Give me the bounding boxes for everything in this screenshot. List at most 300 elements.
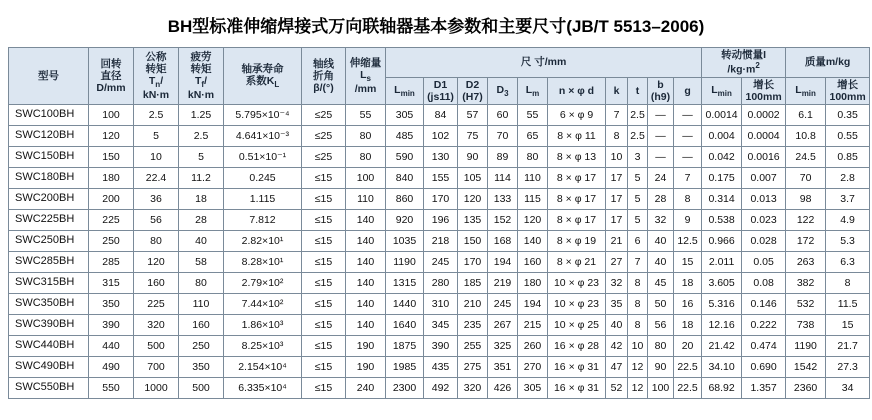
- cell-Ls: 190: [346, 335, 386, 356]
- cell-beta: ≤15: [302, 230, 346, 251]
- cell-D1: 310: [424, 293, 458, 314]
- cell-I_add: 0.007: [742, 167, 786, 188]
- cell-D2: 90: [458, 146, 488, 167]
- cell-beta: ≤15: [302, 188, 346, 209]
- cell-KL: 0.245: [224, 167, 302, 188]
- cell-k: 40: [606, 314, 628, 335]
- cell-D: 120: [89, 125, 134, 146]
- cell-D: 350: [89, 293, 134, 314]
- cell-I_Lmin: 3.605: [702, 272, 742, 293]
- cell-m_add: 3.7: [826, 188, 870, 209]
- cell-m_Lmin: 6.1: [786, 104, 826, 125]
- cell-nd: 10 × φ 23: [548, 293, 606, 314]
- cell-I_add: 0.023: [742, 209, 786, 230]
- cell-k: 8: [606, 125, 628, 146]
- table-row: [9, 356, 870, 377]
- cell-g: —: [674, 146, 702, 167]
- header-inertia-lmin: $L_{min}$: [702, 77, 742, 104]
- cell-m_add: 0.35: [826, 104, 870, 125]
- cell-t: 2.5: [628, 125, 648, 146]
- cell-b: 50: [648, 293, 674, 314]
- cell-m_Lmin: 122: [786, 209, 826, 230]
- cell-g: —: [674, 125, 702, 146]
- cell-Tn: 160: [134, 272, 179, 293]
- cell-Tf: 5: [179, 146, 224, 167]
- cell-I_Lmin: 0.538: [702, 209, 742, 230]
- cell-D2: 120: [458, 188, 488, 209]
- cell-g: 15: [674, 251, 702, 272]
- cell-I_Lmin: 2.011: [702, 251, 742, 272]
- table-row: [9, 104, 870, 125]
- table-row: [9, 272, 870, 293]
- cell-Ls: 80: [346, 146, 386, 167]
- cell-beta: ≤15: [302, 314, 346, 335]
- cell-D: 490: [89, 356, 134, 377]
- cell-m_Lmin: 172: [786, 230, 826, 251]
- cell-beta: ≤25: [302, 125, 346, 146]
- cell-Lm: 194: [518, 293, 548, 314]
- cell-D1: 435: [424, 356, 458, 377]
- cell-model: SWC225BH: [9, 209, 89, 230]
- cell-t: 5: [628, 209, 648, 230]
- cell-D2: 275: [458, 356, 488, 377]
- cell-Lm: 115: [518, 188, 548, 209]
- cell-D2: 150: [458, 230, 488, 251]
- cell-Lm: 260: [518, 335, 548, 356]
- cell-nd: 16 × φ 31: [548, 356, 606, 377]
- cell-g: 9: [674, 209, 702, 230]
- cell-model: SWC390BH: [9, 314, 89, 335]
- cell-Ls: 140: [346, 230, 386, 251]
- cell-I_add: 0.08: [742, 272, 786, 293]
- cell-D: 200: [89, 188, 134, 209]
- cell-I_Lmin: 12.16: [702, 314, 742, 335]
- cell-D2: 320: [458, 377, 488, 398]
- cell-model: SWC315BH: [9, 272, 89, 293]
- cell-k: 17: [606, 209, 628, 230]
- cell-D3: 194: [488, 251, 518, 272]
- table-row: [9, 251, 870, 272]
- header-inertia-group: 转动惯量I $/kg\cdot m^2$: [702, 48, 786, 78]
- cell-Ls: 140: [346, 293, 386, 314]
- cell-I_Lmin: 34.10: [702, 356, 742, 377]
- cell-m_Lmin: 1190: [786, 335, 826, 356]
- cell-I_add: 0.0002: [742, 104, 786, 125]
- cell-Tn: 36: [134, 188, 179, 209]
- cell-KL: 4.641×10⁻³: [224, 125, 302, 146]
- cell-KL: 2.82×10¹: [224, 230, 302, 251]
- cell-model: SWC440BH: [9, 335, 89, 356]
- cell-b: 80: [648, 335, 674, 356]
- cell-Lmin: 305: [386, 104, 424, 125]
- cell-Tn: 2.5: [134, 104, 179, 125]
- cell-Lm: 65: [518, 125, 548, 146]
- cell-D: 550: [89, 377, 134, 398]
- cell-Tf: 2.5: [179, 125, 224, 146]
- cell-I_Lmin: 21.42: [702, 335, 742, 356]
- cell-D3: 60: [488, 104, 518, 125]
- cell-Tn: 22.4: [134, 167, 179, 188]
- cell-m_add: 27.3: [826, 356, 870, 377]
- cell-Ls: 55: [346, 104, 386, 125]
- cell-m_add: 8: [826, 272, 870, 293]
- header-telescoping: 伸缩量 $L_s$ /mm: [346, 48, 386, 105]
- header-dim-lmin: $L_{min}$: [386, 77, 424, 104]
- cell-nd: 8 × φ 11: [548, 125, 606, 146]
- cell-nd: 10 × φ 23: [548, 272, 606, 293]
- cell-model: SWC150BH: [9, 146, 89, 167]
- cell-I_add: 1.357: [742, 377, 786, 398]
- header-dim-nd: n × φ d: [548, 77, 606, 104]
- header-model: 型号: [9, 48, 89, 105]
- cell-D1: 345: [424, 314, 458, 335]
- cell-Lmin: 1035: [386, 230, 424, 251]
- cell-D: 225: [89, 209, 134, 230]
- table-row: [9, 230, 870, 251]
- cell-KL: 1.115: [224, 188, 302, 209]
- cell-D: 285: [89, 251, 134, 272]
- header-row-1: [9, 48, 870, 78]
- cell-t: 10: [628, 335, 648, 356]
- cell-Ls: 140: [346, 251, 386, 272]
- cell-b: 24: [648, 167, 674, 188]
- cell-D2: 105: [458, 167, 488, 188]
- cell-m_add: 4.9: [826, 209, 870, 230]
- cell-g: 8: [674, 188, 702, 209]
- table-row: [9, 209, 870, 230]
- table-row: [9, 167, 870, 188]
- cell-beta: ≤25: [302, 104, 346, 125]
- cell-D1: 218: [424, 230, 458, 251]
- cell-Lmin: 1440: [386, 293, 424, 314]
- cell-D: 100: [89, 104, 134, 125]
- cell-k: 7: [606, 104, 628, 125]
- cell-Lmin: 1640: [386, 314, 424, 335]
- cell-I_Lmin: 0.175: [702, 167, 742, 188]
- cell-I_add: 0.05: [742, 251, 786, 272]
- cell-Lmin: 860: [386, 188, 424, 209]
- cell-KL: 6.335×10⁴: [224, 377, 302, 398]
- cell-I_Lmin: 0.0014: [702, 104, 742, 125]
- cell-D3: 267: [488, 314, 518, 335]
- cell-Tn: 320: [134, 314, 179, 335]
- cell-k: 32: [606, 272, 628, 293]
- cell-Tf: 350: [179, 356, 224, 377]
- cell-m_add: 6.3: [826, 251, 870, 272]
- cell-I_Lmin: 0.966: [702, 230, 742, 251]
- cell-g: 7: [674, 167, 702, 188]
- cell-model: SWC490BH: [9, 356, 89, 377]
- cell-Lm: 80: [518, 146, 548, 167]
- cell-Lm: 110: [518, 167, 548, 188]
- cell-Lmin: 485: [386, 125, 424, 146]
- cell-m_Lmin: 263: [786, 251, 826, 272]
- cell-D: 250: [89, 230, 134, 251]
- cell-beta: ≤15: [302, 251, 346, 272]
- cell-beta: ≤15: [302, 356, 346, 377]
- cell-beta: ≤15: [302, 167, 346, 188]
- cell-b: 32: [648, 209, 674, 230]
- cell-Tn: 10: [134, 146, 179, 167]
- cell-Tn: 5: [134, 125, 179, 146]
- cell-D2: 210: [458, 293, 488, 314]
- cell-Ls: 140: [346, 209, 386, 230]
- cell-I_Lmin: 5.316: [702, 293, 742, 314]
- cell-Lm: 180: [518, 272, 548, 293]
- cell-Lm: 215: [518, 314, 548, 335]
- table-row: [9, 125, 870, 146]
- cell-D3: 219: [488, 272, 518, 293]
- cell-D2: 235: [458, 314, 488, 335]
- cell-nd: 8 × φ 13: [548, 146, 606, 167]
- header-fatigue-torque: 疲劳 转矩 $T_f/$ kN·m: [179, 48, 224, 105]
- cell-D1: 130: [424, 146, 458, 167]
- cell-KL: 5.795×10⁻⁴: [224, 104, 302, 125]
- cell-Lmin: 1190: [386, 251, 424, 272]
- cell-nd: 8 × φ 17: [548, 209, 606, 230]
- cell-I_Lmin: 0.042: [702, 146, 742, 167]
- cell-b: 28: [648, 188, 674, 209]
- header-dim-d3: $D_3$: [488, 77, 518, 104]
- table-body: [9, 104, 870, 398]
- cell-g: 20: [674, 335, 702, 356]
- cell-D1: 170: [424, 188, 458, 209]
- cell-Tf: 28: [179, 209, 224, 230]
- cell-D3: 89: [488, 146, 518, 167]
- cell-model: SWC120BH: [9, 125, 89, 146]
- header-inertia-add: 增长 100mm: [742, 77, 786, 104]
- cell-model: SWC200BH: [9, 188, 89, 209]
- cell-D3: 351: [488, 356, 518, 377]
- cell-D1: 245: [424, 251, 458, 272]
- cell-Lm: 270: [518, 356, 548, 377]
- cell-D1: 84: [424, 104, 458, 125]
- cell-Tn: 1000: [134, 377, 179, 398]
- cell-D1: 196: [424, 209, 458, 230]
- cell-beta: ≤15: [302, 293, 346, 314]
- cell-Tf: 40: [179, 230, 224, 251]
- cell-model: SWC550BH: [9, 377, 89, 398]
- cell-nd: 16 × φ 31: [548, 377, 606, 398]
- cell-Tn: 80: [134, 230, 179, 251]
- cell-m_add: 0.85: [826, 146, 870, 167]
- cell-I_Lmin: 0.314: [702, 188, 742, 209]
- cell-beta: ≤15: [302, 272, 346, 293]
- cell-Lmin: 920: [386, 209, 424, 230]
- header-dim-k: k: [606, 77, 628, 104]
- cell-Lmin: 2300: [386, 377, 424, 398]
- cell-Lm: 55: [518, 104, 548, 125]
- cell-g: 22.5: [674, 377, 702, 398]
- cell-b: 90: [648, 356, 674, 377]
- cell-D1: 280: [424, 272, 458, 293]
- cell-m_Lmin: 10.8: [786, 125, 826, 146]
- cell-m_Lmin: 24.5: [786, 146, 826, 167]
- cell-m_Lmin: 382: [786, 272, 826, 293]
- cell-D1: 390: [424, 335, 458, 356]
- cell-b: —: [648, 146, 674, 167]
- cell-g: 16: [674, 293, 702, 314]
- cell-m_add: 34: [826, 377, 870, 398]
- cell-m_add: 5.3: [826, 230, 870, 251]
- cell-beta: ≤15: [302, 335, 346, 356]
- cell-b: 40: [648, 230, 674, 251]
- cell-nd: 16 × φ 28: [548, 335, 606, 356]
- header-dim-t: t: [628, 77, 648, 104]
- cell-b: 45: [648, 272, 674, 293]
- cell-I_Lmin: 68.92: [702, 377, 742, 398]
- cell-D2: 255: [458, 335, 488, 356]
- cell-nd: 10 × φ 25: [548, 314, 606, 335]
- cell-k: 35: [606, 293, 628, 314]
- cell-k: 21: [606, 230, 628, 251]
- cell-Tf: 500: [179, 377, 224, 398]
- header-rotation-diameter: 回转 直径 D/mm: [89, 48, 134, 105]
- cell-Tf: 18: [179, 188, 224, 209]
- cell-KL: 7.812: [224, 209, 302, 230]
- cell-D2: 75: [458, 125, 488, 146]
- table-row: [9, 188, 870, 209]
- cell-b: 100: [648, 377, 674, 398]
- header-axis-angle: 轴线 折角 β/(°): [302, 48, 346, 105]
- table-row: [9, 335, 870, 356]
- cell-m_Lmin: 98: [786, 188, 826, 209]
- cell-t: 5: [628, 167, 648, 188]
- cell-D: 180: [89, 167, 134, 188]
- cell-D3: 426: [488, 377, 518, 398]
- header-bearing-life: 轴承寿命 系数$K_L$: [224, 48, 302, 105]
- cell-t: 2.5: [628, 104, 648, 125]
- cell-k: 42: [606, 335, 628, 356]
- header-mass-lmin: $L_{min}$: [786, 77, 826, 104]
- cell-Lmin: 590: [386, 146, 424, 167]
- cell-m_Lmin: 532: [786, 293, 826, 314]
- cell-k: 52: [606, 377, 628, 398]
- cell-Tn: 700: [134, 356, 179, 377]
- cell-k: 10: [606, 146, 628, 167]
- cell-Ls: 190: [346, 356, 386, 377]
- cell-Tf: 160: [179, 314, 224, 335]
- cell-I_add: 0.146: [742, 293, 786, 314]
- cell-D3: 114: [488, 167, 518, 188]
- cell-D3: 133: [488, 188, 518, 209]
- header-mass-add: 增长 100mm: [826, 77, 870, 104]
- header-dim-d1: D1 (js11): [424, 77, 458, 104]
- cell-k: 17: [606, 188, 628, 209]
- cell-Tn: 225: [134, 293, 179, 314]
- cell-D1: 155: [424, 167, 458, 188]
- cell-Lmin: 1315: [386, 272, 424, 293]
- cell-I_add: 0.013: [742, 188, 786, 209]
- cell-D1: 492: [424, 377, 458, 398]
- cell-I_add: 0.028: [742, 230, 786, 251]
- header-dim-g: g: [674, 77, 702, 104]
- cell-m_add: 21.7: [826, 335, 870, 356]
- cell-D3: 70: [488, 125, 518, 146]
- cell-k: 27: [606, 251, 628, 272]
- cell-model: SWC180BH: [9, 167, 89, 188]
- cell-t: 12: [628, 356, 648, 377]
- cell-g: 12.5: [674, 230, 702, 251]
- cell-KL: 2.79×10²: [224, 272, 302, 293]
- cell-nd: 8 × φ 21: [548, 251, 606, 272]
- cell-Tn: 56: [134, 209, 179, 230]
- cell-Tn: 120: [134, 251, 179, 272]
- cell-nd: 8 × φ 17: [548, 167, 606, 188]
- cell-D1: 102: [424, 125, 458, 146]
- cell-Ls: 100: [346, 167, 386, 188]
- cell-I_add: 0.0016: [742, 146, 786, 167]
- cell-g: 18: [674, 272, 702, 293]
- cell-model: SWC100BH: [9, 104, 89, 125]
- cell-Tf: 110: [179, 293, 224, 314]
- cell-I_add: 0.690: [742, 356, 786, 377]
- cell-Tf: 80: [179, 272, 224, 293]
- cell-Tf: 58: [179, 251, 224, 272]
- cell-Lmin: 840: [386, 167, 424, 188]
- cell-D2: 185: [458, 272, 488, 293]
- cell-nd: 8 × φ 19: [548, 230, 606, 251]
- table-row: [9, 314, 870, 335]
- cell-beta: ≤25: [302, 146, 346, 167]
- cell-m_Lmin: 2360: [786, 377, 826, 398]
- cell-m_Lmin: 1542: [786, 356, 826, 377]
- header-dimensions-group: 尺 寸/mm: [386, 48, 702, 78]
- cell-KL: 2.154×10⁴: [224, 356, 302, 377]
- cell-t: 6: [628, 230, 648, 251]
- cell-Lm: 120: [518, 209, 548, 230]
- cell-b: —: [648, 104, 674, 125]
- cell-Ls: 240: [346, 377, 386, 398]
- header-dim-d2: D2 (H7): [458, 77, 488, 104]
- cell-KL: 8.28×10¹: [224, 251, 302, 272]
- cell-I_add: 0.474: [742, 335, 786, 356]
- cell-Ls: 140: [346, 314, 386, 335]
- cell-Tf: 250: [179, 335, 224, 356]
- cell-b: 40: [648, 251, 674, 272]
- table-row: [9, 377, 870, 398]
- cell-t: 12: [628, 377, 648, 398]
- cell-m_add: 15: [826, 314, 870, 335]
- cell-k: 17: [606, 167, 628, 188]
- cell-g: 22.5: [674, 356, 702, 377]
- cell-nd: 6 × φ 9: [548, 104, 606, 125]
- cell-m_add: 2.8: [826, 167, 870, 188]
- cell-Lmin: 1985: [386, 356, 424, 377]
- cell-m_add: 0.55: [826, 125, 870, 146]
- header-dim-lm: $L_m$: [518, 77, 548, 104]
- cell-beta: ≤15: [302, 209, 346, 230]
- cell-KL: 1.86×10³: [224, 314, 302, 335]
- cell-I_Lmin: 0.004: [702, 125, 742, 146]
- cell-b: —: [648, 125, 674, 146]
- page-title: BH型标准伸缩焊接式万向联轴器基本参数和主要尺寸(JB/T 5513–2006): [167, 17, 705, 36]
- cell-b: 56: [648, 314, 674, 335]
- cell-m_add: 11.5: [826, 293, 870, 314]
- cell-Tf: 11.2: [179, 167, 224, 188]
- header-dim-b: b (h9): [648, 77, 674, 104]
- header-nominal-torque: 公称 转矩 $T_n/$ kN·m: [134, 48, 179, 105]
- cell-D3: 152: [488, 209, 518, 230]
- cell-D2: 135: [458, 209, 488, 230]
- cell-KL: 0.51×10⁻¹: [224, 146, 302, 167]
- cell-I_add: 0.0004: [742, 125, 786, 146]
- header-mass-group: 质量m/kg: [786, 48, 870, 78]
- cell-D3: 245: [488, 293, 518, 314]
- cell-Ls: 140: [346, 272, 386, 293]
- cell-D: 315: [89, 272, 134, 293]
- cell-Lm: 305: [518, 377, 548, 398]
